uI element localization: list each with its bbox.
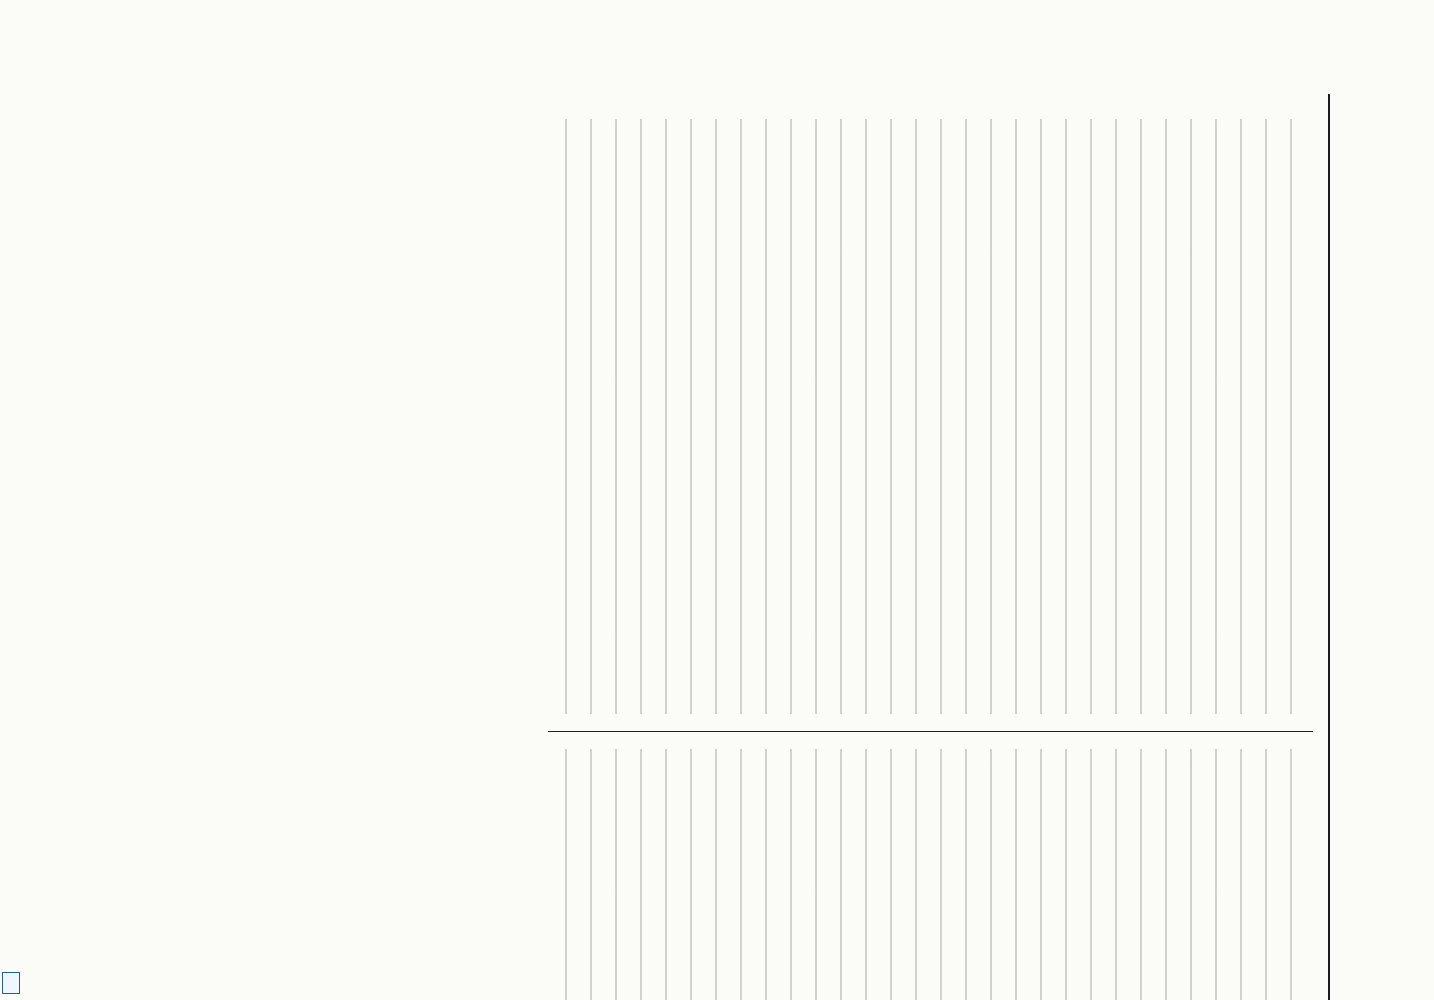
margin-mark-b	[783, 88, 805, 114]
dfg-logo-icon	[2, 972, 20, 994]
rotated-document-content	[5, 24, 1405, 944]
left-paragraph	[1182, 119, 1200, 714]
page-number	[1329, 106, 1353, 156]
right-paragraph	[1211, 749, 1229, 1000]
right-paragraph	[1265, 749, 1283, 1000]
right-paragraph	[1130, 749, 1148, 1000]
margin-mark-a	[1263, 88, 1285, 114]
right-paragraph	[1157, 749, 1175, 1000]
left-paragraph	[1101, 119, 1119, 714]
left-paragraph	[1128, 119, 1146, 714]
speaker-label	[1288, 119, 1310, 714]
left-paragraph	[1155, 119, 1173, 714]
left-paragraph	[1263, 119, 1281, 714]
left-paragraph	[1209, 119, 1227, 714]
right-paragraph	[1184, 749, 1202, 1000]
right-text-column	[550, 749, 1310, 1000]
right-paragraph	[1292, 749, 1310, 1000]
header-rule	[1328, 94, 1330, 1000]
right-paragraph	[1238, 749, 1256, 1000]
column-divider	[548, 731, 1313, 732]
running-header	[1327, 544, 1355, 1000]
left-paragraph	[1236, 119, 1254, 714]
left-text-column	[550, 119, 1310, 714]
